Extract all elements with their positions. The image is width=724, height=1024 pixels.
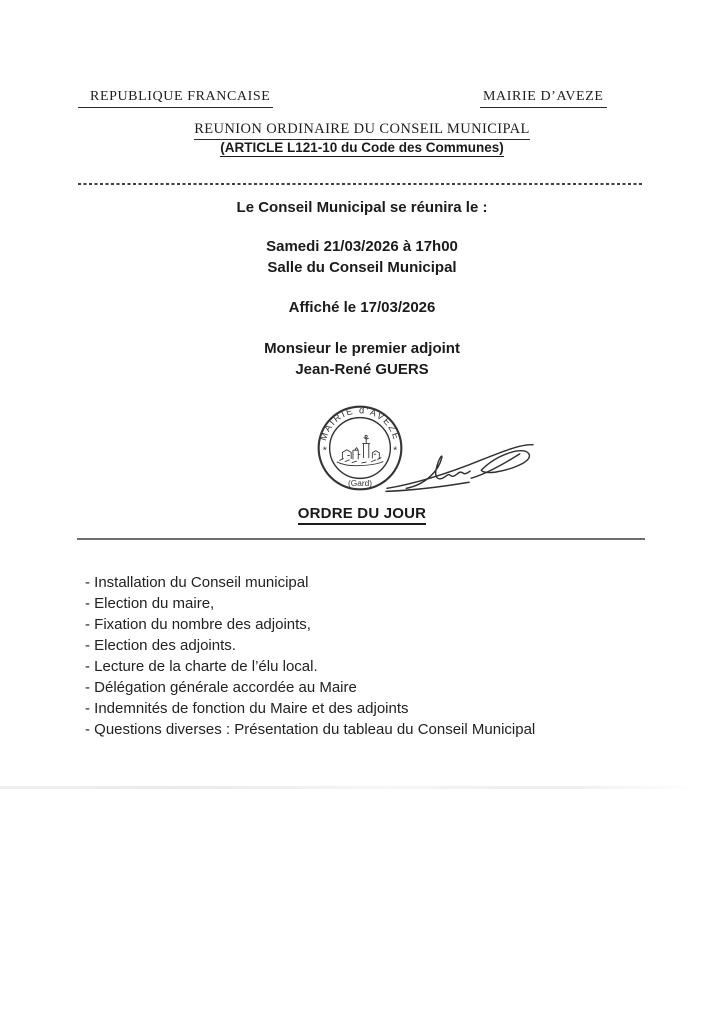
meeting-place: Salle du Conseil Municipal bbox=[267, 259, 457, 276]
signature-scribble bbox=[384, 431, 536, 495]
posted-date: Affiché le 17/03/2026 bbox=[288, 299, 436, 316]
stamp-star-left-icon: * bbox=[322, 444, 327, 457]
agenda-item: - Lecture de la charte de l’élu local. bbox=[85, 658, 318, 675]
document-subtitle: (ARTICLE L121-10 du Code des Communes) bbox=[220, 140, 504, 155]
document-title: REUNION ORDINAIRE DU CONSEIL MUNICIPAL bbox=[194, 121, 530, 140]
agenda-list bbox=[85, 572, 535, 740]
agenda-item: - Délégation générale accordée au Maire bbox=[85, 679, 357, 696]
agenda-item: - Questions diverses : Présentation du tableau du Conseil Municipal bbox=[85, 721, 536, 738]
subtitle-row bbox=[0, 139, 724, 157]
announcement-text: Le Conseil Municipal se réunira le : bbox=[236, 199, 488, 216]
agenda-item: - Indemnités de fonction du Maire et des adjoints bbox=[85, 700, 409, 717]
agenda-heading: ORDRE DU JOUR bbox=[298, 505, 426, 525]
stamp-bottom-text: (Gard) bbox=[347, 477, 373, 488]
agenda-heading-row bbox=[0, 505, 724, 525]
agenda-item: - Election du maire, bbox=[85, 595, 215, 612]
header-mairie: MAIRIE D’AVEZE bbox=[480, 89, 607, 108]
agenda-item: - Installation du Conseil municipal bbox=[85, 574, 309, 591]
stamp-village-art-icon bbox=[337, 435, 383, 465]
signatory-title: Monsieur le premier adjoint bbox=[264, 340, 460, 357]
agenda-item: - Fixation du nombre des adjoints, bbox=[85, 616, 311, 633]
stamp-arc-text: MAIRIE d'AVEZE bbox=[318, 405, 402, 442]
agenda-item: - Election des adjoints. bbox=[85, 637, 236, 654]
scan-artifact-line bbox=[0, 786, 700, 789]
dashed-divider bbox=[78, 183, 642, 185]
signatory-name: Jean-René GUERS bbox=[295, 361, 429, 378]
header-republique: REPUBLIQUE FRANCAISE bbox=[78, 89, 273, 108]
meeting-datetime: Samedi 21/03/2026 à 17h00 bbox=[266, 238, 458, 255]
stamp-star-right-icon: * bbox=[393, 444, 398, 457]
title-row bbox=[0, 120, 724, 140]
solid-divider bbox=[77, 538, 645, 540]
